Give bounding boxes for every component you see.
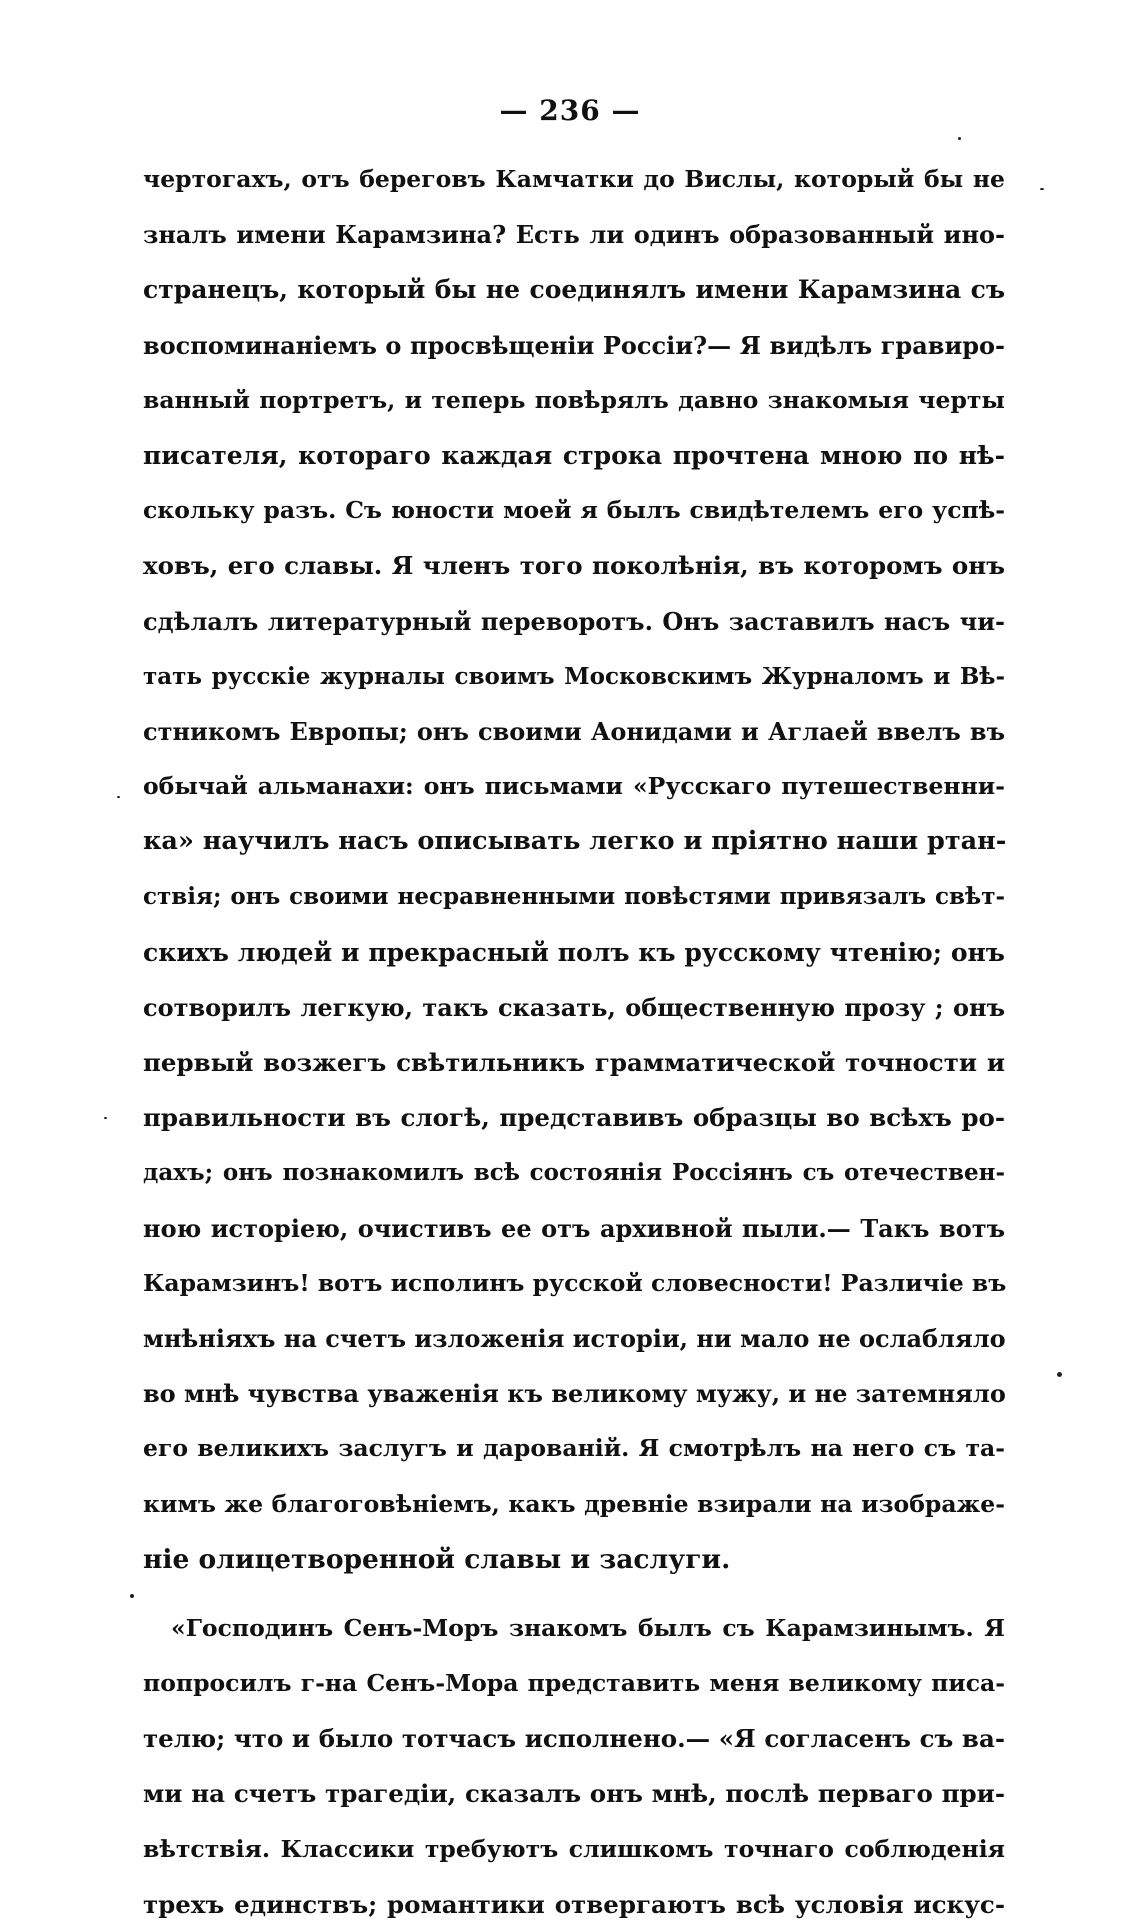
text-line: во мнѣ чувства уваженія къ великому мужу, и не затемняло	[143, 1379, 1006, 1409]
text-line: воспоминаніемъ о просвѣщеніи Россіи?— Я видѣлъ гравиро-	[143, 330, 1005, 360]
text-line: первый возжегъ свѣтильникъ грамматической точности и	[143, 1048, 1005, 1077]
text-line: попросилъ г-на Сенъ-Мора представить меня великому писа-	[143, 1669, 1005, 1698]
text-line: сотворилъ легкую, такъ сказать, общественную прозу ; онъ	[143, 992, 1005, 1022]
text-line: ми на счетъ трагедіи, сказалъ онъ мнѣ, послѣ перваго при-	[143, 1779, 1005, 1809]
paragraph-gap	[143, 1587, 1005, 1601]
text-line: скольку разъ. Съ юности моей я былъ свидѣтелемъ его успѣ-	[143, 496, 1005, 525]
scan-speck	[117, 796, 120, 798]
text-line: обычай альманахи: онъ письмами «Русскаго путешественни-	[143, 772, 1005, 801]
text-line: Карамзинъ! вотъ исполинъ русской словесности! Различіе въ	[143, 1268, 1007, 1297]
paragraph-1	[143, 152, 1005, 1587]
body-text	[143, 152, 1005, 1932]
text-line: ванный портретъ, и теперь повѣрялъ давно знакомыя черты	[143, 385, 1005, 414]
text-line: чертогахъ, отъ береговъ Камчатки до Вислы, который бы не	[143, 165, 1005, 193]
text-line: его великихъ заслугъ и дарованій. Я смотрѣлъ на него съ та-	[143, 1434, 1005, 1463]
text-line: ка» научилъ насъ описывать легко и пріятно наши ртан-	[143, 826, 1007, 857]
text-line: скихъ людей и прекрасный полъ къ русскому чтенію; онъ	[143, 937, 1005, 967]
text-line: странецъ, который бы не соединялъ имени Карамзина съ	[143, 275, 1005, 305]
text-line: ховъ, его славы. Я членъ того поколѣнія, въ которомъ онъ	[143, 551, 1005, 581]
text-line: телю; что и было тотчасъ исполнено.— «Я согласенъ съ ва-	[143, 1724, 1005, 1754]
text-line: ніе олицетворенной славы и заслуги.	[143, 1543, 731, 1575]
paragraph-2	[143, 1601, 1005, 1932]
text-line: писателя, котораго каждая строка прочтена мною по нѣ-	[143, 440, 1005, 470]
page-number: — 236 —	[499, 94, 641, 127]
text-line: вѣтствія. Классики требуютъ слишкомъ точнаго соблюденія	[143, 1834, 1005, 1863]
text-line: мнѣніяхъ на счетъ изложенія исторіи, ни мало не ослабляло	[143, 1323, 1006, 1353]
scan-speck	[1057, 1372, 1062, 1377]
text-line: ною исторіею, очистивъ ее отъ архивной пыли.— Такъ вотъ	[143, 1213, 1005, 1243]
text-line: правильности въ слогѣ, представивъ образцы во всѣхъ ро-	[143, 1103, 1005, 1133]
text-line: стникомъ Европы; онъ своими Аонидами и Аглаей ввелъ въ	[143, 716, 1005, 746]
text-line: кимъ же благоговѣніемъ, какъ древніе взирали на изображе-	[143, 1489, 1005, 1518]
text-line: «Господинъ Сенъ-Моръ знакомъ былъ съ Карамзинымъ. Я	[171, 1613, 1005, 1642]
text-line: тать русскіе журналы своимъ Московскимъ Журналомъ и Вѣ-	[143, 662, 1005, 690]
text-line: ствія; онъ своими несравненными повѣстями привязалъ свѣт-	[143, 883, 1005, 911]
text-line: сдѣлалъ литературный переворотъ. Онъ заставилъ насъ чи-	[143, 606, 1005, 636]
scan-speck	[1040, 188, 1044, 190]
text-line: трехъ единствъ; романтики отвергаютъ всѣ условія искус-	[143, 1889, 1005, 1919]
scan-speck	[958, 137, 961, 140]
scan-speck	[104, 1117, 107, 1119]
text-line: дахъ; онъ познакомилъ всѣ состоянія Россіянъ съ отечествен-	[143, 1159, 1005, 1187]
text-line: зналъ имени Карамзина? Есть ли одинъ образованный ино-	[143, 220, 1005, 250]
scan-speck	[130, 1594, 134, 1598]
